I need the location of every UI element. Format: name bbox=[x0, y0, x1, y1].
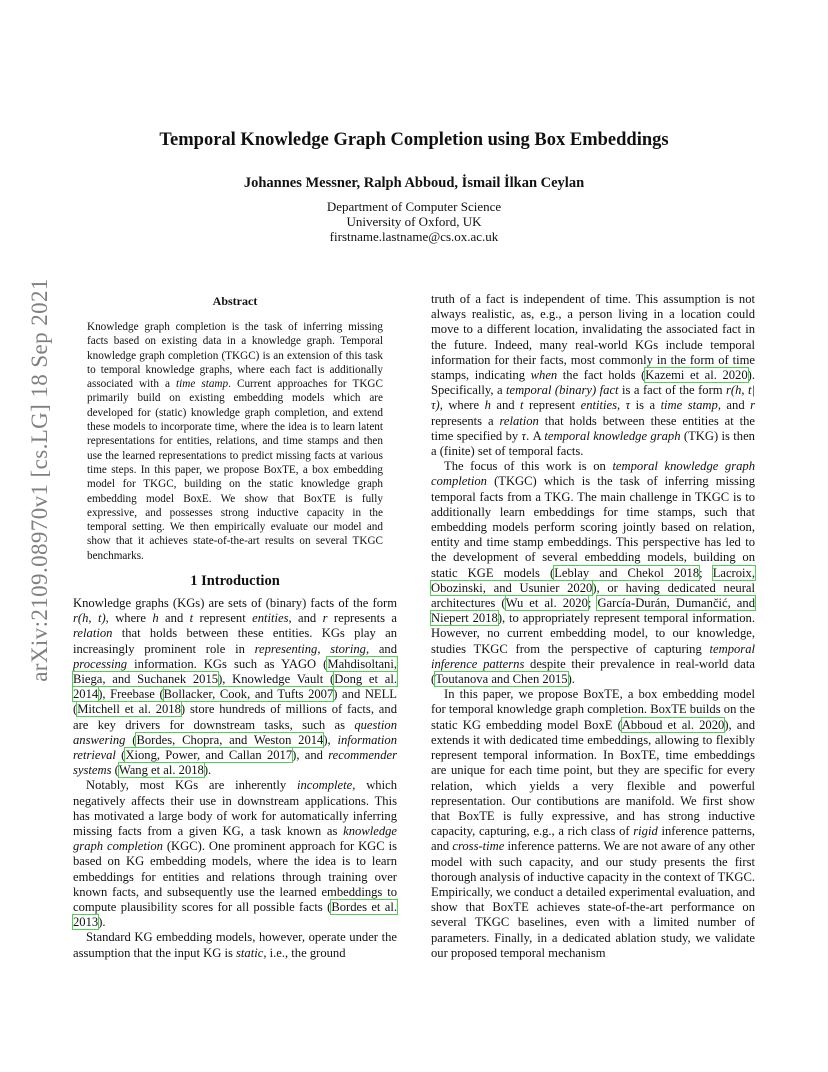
text: ). bbox=[567, 672, 575, 687]
emphasis: relation bbox=[73, 626, 113, 641]
text: Standard KG embedding models, however, operate under the assumption that the input KG is bbox=[73, 930, 397, 960]
affiliation-university: University of Oxford, UK bbox=[346, 214, 482, 229]
emphasis: when bbox=[530, 368, 558, 383]
text: ), to appropriately represent temporal information. However, no current embedding model, to our knowledge, studies TKGC from the perspective of capturing bbox=[431, 611, 755, 656]
citation-link[interactable]: Mahdisoltani, Biega, and Suchanek 2015 bbox=[73, 656, 397, 687]
text: , and bbox=[365, 641, 397, 656]
text: , bbox=[317, 641, 331, 656]
emphasis: storing bbox=[330, 641, 366, 656]
citation-link[interactable]: Leblay and Chekol 2018 bbox=[554, 565, 700, 580]
text: ) store hundreds of millions of facts, and are key drivers for downstream tasks, such as bbox=[73, 702, 397, 732]
emphasis: incomplete bbox=[296, 778, 353, 793]
text: ). bbox=[203, 763, 212, 778]
text: and bbox=[158, 611, 190, 626]
text: ). bbox=[98, 915, 106, 930]
citation-link[interactable]: Bordes, Chopra, and Weston 2014 bbox=[136, 732, 324, 747]
right-column-body bbox=[431, 292, 755, 961]
paper-title: Temporal Knowledge Graph Completion using Box Embeddings bbox=[159, 130, 669, 150]
text: that holds between these entities. KGs play an increasingly prominent role in bbox=[73, 626, 397, 656]
text: ; bbox=[587, 596, 598, 611]
text: that holds between these entities at the time specified by bbox=[431, 413, 755, 443]
text: (KGC). One prominent approach for KGC is based on KG embedding models, where the idea is to learn embeddings for entities and relations through training over known facts, and subsequently use the learned embeddings to compute plausibility scores for all possible facts ( bbox=[73, 839, 397, 915]
math: τ bbox=[625, 398, 631, 413]
emphasis: temporal knowledge graph completion bbox=[431, 459, 755, 489]
emphasis: static bbox=[236, 945, 264, 960]
text: , where bbox=[105, 611, 153, 626]
math: t bbox=[520, 398, 524, 413]
affiliation-department: Department of Computer Science bbox=[326, 199, 502, 214]
text: ( bbox=[115, 748, 126, 763]
intro-paragraph-2 bbox=[73, 778, 397, 930]
emphasis: entities bbox=[580, 398, 617, 413]
abstract-text: . Current approaches for TKGC primarily build on existing embedding models which are developed for (static) knowledge graph completion, and extend these models to incorporate time, where the idea is to learn latent representations for entities, relations, and time stamps and then use the learned representations to predict missing facts at various time steps. In this paper, we propose BoxTE, a box embedding model for TKGC, building on the static knowledge graph embedding model BoxE. We show that BoxTE is fully expressive, and possesses strong inductive capacity in the temporal setting. We then empirically evaluate our model and show that it achieves state-of-the-art results on several TKGC benchmarks. bbox=[87, 378, 383, 562]
text: (TKG) is then a (finite) set of temporal facts. bbox=[431, 428, 755, 459]
abstract-emphasis: time stamp bbox=[176, 378, 229, 391]
abstract-text: Knowledge graph completion is the task of inferring missing facts based on existing data in a knowledge graph. Temporal knowledge graph completion (TKGC) is an extension of this task to temporal knowledge graphs, where each fact is additionally associated with a bbox=[87, 321, 383, 391]
intro-paragraph-3 bbox=[73, 930, 397, 960]
math: r(h, t) bbox=[73, 611, 106, 626]
math: r bbox=[750, 398, 756, 413]
text: the fact holds ( bbox=[557, 368, 646, 383]
citation-link[interactable]: Xiong, Power, and Callan 2017 bbox=[125, 748, 293, 763]
text: ( bbox=[125, 732, 137, 747]
right-paragraph-1 bbox=[431, 292, 755, 459]
emphasis: recommender systems bbox=[73, 748, 398, 778]
emphasis: temporal knowledge graph bbox=[544, 428, 681, 443]
affiliation-email: firstname.lastname@cs.ox.ac.uk bbox=[329, 229, 499, 244]
text: (TKGC) which is the task of inferring missing temporal facts from a TKG. The main challenge in TKGC is to additionally learn embeddings for time stamps, such that embedding models perform scoring jointly based on relation, entity and time stamp embeddings. This perspective has led to the development of several embedding models, building on static KGE models ( bbox=[431, 474, 755, 580]
citation-link[interactable]: Toutanova and Chen 2015 bbox=[435, 672, 568, 687]
text: Knowledge graphs (KGs) are sets of (binary) facts of the form bbox=[73, 596, 397, 610]
citation-link[interactable]: Bollacker, Cook, and Tufts 2007 bbox=[163, 687, 334, 702]
text: ; bbox=[699, 565, 713, 580]
math: h bbox=[484, 398, 491, 413]
emphasis: knowledge graph completion bbox=[73, 824, 397, 854]
text: . A bbox=[526, 428, 545, 443]
abstract-heading: Abstract bbox=[212, 294, 258, 308]
emphasis: processing bbox=[73, 656, 128, 671]
text: Notably, most KGs are inherently bbox=[86, 778, 297, 793]
citation-link[interactable]: Wu et al. 2020 bbox=[505, 596, 588, 611]
text: In this paper, we propose BoxTE, a box embedding model for temporal knowledge graph completion. BoxTE builds on the static KG embedding model BoxE ( bbox=[431, 687, 755, 732]
emphasis: representing bbox=[254, 641, 318, 656]
text: , where bbox=[439, 398, 485, 413]
citation-link[interactable]: Bordes et al. 2013 bbox=[73, 900, 397, 930]
text: ), Freebase ( bbox=[98, 687, 164, 702]
affiliation bbox=[0, 199, 828, 244]
emphasis: rigid bbox=[633, 824, 658, 839]
right-paragraph-2 bbox=[431, 459, 755, 687]
abstract-body bbox=[87, 320, 383, 563]
introduction-body bbox=[73, 596, 397, 961]
intro-paragraph-1 bbox=[73, 596, 397, 778]
emphasis: question answering bbox=[73, 717, 397, 747]
text: and bbox=[490, 398, 521, 413]
text: , and bbox=[717, 398, 751, 413]
text: ). Specifically, a bbox=[431, 368, 755, 398]
text: ), and extends it with dedicated time embeddings, allowing to flexibly represent temporal information. In BoxTE, time embeddings are unique for each time point, but they are specific for every relation, which yields a very flexible and powerful representation. Our contibutions are manifold. We first show that BoxTE is fully expressive, and has strong inductive capacity, capturing, e.g., a rich class of bbox=[431, 717, 755, 839]
abstract-paragraph bbox=[87, 320, 383, 563]
emphasis: relation bbox=[499, 413, 539, 428]
citation-link[interactable]: Kazemi et al. 2020 bbox=[645, 368, 748, 383]
citation-link[interactable]: Lacroix, Obozinski, and Usunier 2020 bbox=[431, 565, 755, 595]
text: is a bbox=[630, 398, 661, 413]
section-heading-introduction: 1 Introduction bbox=[190, 573, 280, 589]
math: r(h, t|τ) bbox=[431, 383, 755, 413]
text: inference patterns. We are not aware of any other model with such capacity, and our study presents the first thorough analysis of inductive capacity in the context of TKGC. Empirically, we conduct a detailed experimental evaluation, and show that BoxTE achieves state-of-the-art performance on several TKGC baselines, even with a limited number of parameters. Finally, in a dedicated ablation study, we validate our proposed temporal mechanism bbox=[431, 839, 755, 960]
text: ), and bbox=[292, 748, 329, 763]
text: is a fact of the form bbox=[618, 383, 727, 398]
citation-link[interactable]: García-Durán, Dumančić, and Niepert 2018 bbox=[431, 596, 755, 626]
text: , bbox=[617, 398, 626, 413]
text: ( bbox=[111, 763, 119, 778]
paper-authors: Johannes Messner, Ralph Abboud, İsmail İlkan Ceylan bbox=[243, 175, 585, 191]
math: τ bbox=[521, 428, 527, 443]
emphasis: information retrieval bbox=[73, 732, 397, 763]
text: truth of a fact is independent of time. This assumption is not always realistic, as, e.g., a person living in a location could move to a different location, invalidating the associated fact in the future. Indeed, many real-world KGs include temporal information for their facts, most commonly in the form of time stamps, indicating bbox=[431, 292, 755, 383]
citation-link[interactable]: Dong et al. 2014 bbox=[73, 672, 397, 702]
text: represent bbox=[193, 611, 253, 626]
text: ), or having dedicated neural architectures ( bbox=[431, 580, 755, 611]
emphasis: temporal inference patterns bbox=[431, 641, 755, 671]
math: h bbox=[152, 611, 159, 626]
emphasis: temporal (binary) fact bbox=[506, 383, 619, 398]
emphasis: cross-time bbox=[452, 839, 505, 854]
text: ) and NELL ( bbox=[73, 687, 397, 717]
text: ), bbox=[323, 732, 338, 747]
emphasis: entities bbox=[252, 611, 289, 626]
text: represents a bbox=[431, 413, 500, 428]
arxiv-sidebar bbox=[22, 278, 58, 682]
emphasis: time stamp bbox=[660, 398, 718, 413]
text: ), Knowledge Vault ( bbox=[218, 672, 335, 687]
arxiv-identifier: arXiv:2109.08970v1 [cs.LG] 18 Sep 2021 bbox=[27, 278, 52, 682]
text: information. KGs such as YAGO ( bbox=[127, 656, 328, 671]
text: The focus of this work is on bbox=[444, 459, 613, 474]
math: t bbox=[189, 611, 194, 626]
citation-link[interactable]: Abboud et al. 2020 bbox=[621, 717, 725, 732]
right-paragraph-3 bbox=[431, 687, 755, 961]
math: r bbox=[322, 611, 328, 626]
citation-link[interactable]: Wang et al. 2018 bbox=[118, 763, 204, 778]
text: , i.e., the ground bbox=[263, 945, 346, 960]
citation-link[interactable]: Mitchell et al. 2018 bbox=[77, 702, 181, 717]
text: inference patterns, and bbox=[431, 824, 756, 854]
text: , and bbox=[288, 611, 323, 626]
text: despite their prevalence in real-world data ( bbox=[431, 656, 755, 687]
text: , which negatively affects their use in downstream applications. This has motivated a large body of work for automatically inferring missing facts from a given KG, a task known as bbox=[73, 778, 397, 839]
text: represents a bbox=[327, 611, 397, 626]
text: represent bbox=[523, 398, 581, 413]
